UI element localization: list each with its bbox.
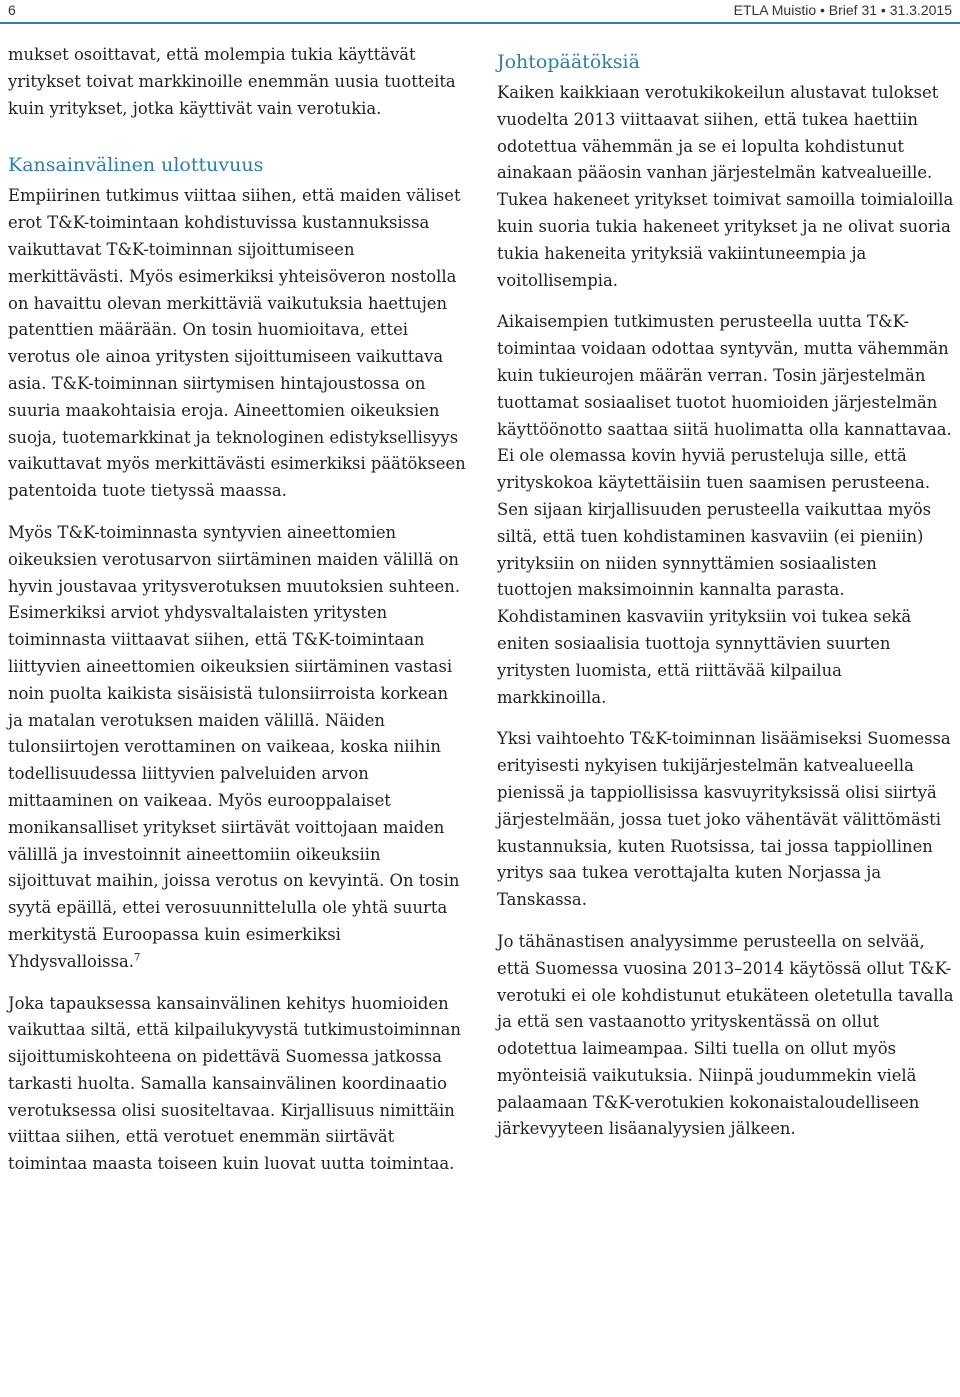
paragraph: Joka tapauksessa kansainvälinen kehitys huomioiden vaikuttaa siltä, että kilpailukyvystä tutkimustoiminnan sijoittumiskohteena on pidettävä Suomessa jatkossa tarkasti huolta. Samalla kansainvälinen koordinaatio verotuksessa olisi suositeltavaa. Kirjallisuus nimittäin viittaa siihen, että verotuet enemmän siirtävät toimintaa maasta toiseen kuin luovat uutta toimintaa. <box>8 993 461 1174</box>
intro-paragraph: mukset osoittavat, että molempia tukia käyttävät yritykset toivat markkinoille enemmän uusia tuotteita kuin yritykset, jotka käyttivät vain verotukia. <box>8 45 456 118</box>
header-rule <box>0 22 960 24</box>
footnote-marker: 7 <box>133 952 141 964</box>
publication-info: ETLA Muistio • Brief 31 • 31.3.2015 <box>733 2 952 18</box>
page-number: 6 <box>8 2 16 18</box>
right-column <box>497 42 955 1158</box>
paragraph: Empiirinen tutkimus viittaa siihen, että maiden väliset erot T&K-toimintaan kohdistuvissa kustannuksissa vaikuttavat T&K-toiminnan sijoittumiseen merkittävästi. Myös esimerkiksi yhteisöveron nostolla on havaittu olevan merkittäviä vaikutuksia haettujen patenttien määrään. On tosin huomioitava, ettei verotus ole ainoa yritysten sijoittumiseen vaikuttava asia. T&K-toiminnan siirtymisen hintajoustossa on suuria maakohtaisia eroja. Aineettomien oikeuksien suoja, tuotemarkkinat ja teknologinen edistyksellisyys vaikuttavat myös merkittävästi esimerkiksi päätökseen patentoida tuote tietyssä maassa. <box>8 186 466 501</box>
paragraph-with-footnote <box>8 520 466 976</box>
spacer <box>8 137 466 151</box>
paragraph-text: Myös T&K-toiminnasta syntyvien aineettomien oikeuksien verotusarvon siirtäminen maiden välillä on hyvin joustavaa yritysverotuksen muutoksien suhteen. Esimerkiksi arviot yhdysvaltalaisten yritysten toiminnasta viittaavat siihen, että T&K-toimintaan liittyvien aineettomien oikeuksien siirtäminen vastasi noin puolta kaikista sisäisistä tulonsiirroista korkean ja matalan verotuksen maiden välillä. Näiden tulonsiirtojen verottaminen on vaikeaa, koska niihin todellisuudessa liittyvien palveluiden arvon mittaaminen on vaikeaa. Myös eurooppalaiset monikansalliset yritykset siirtävät voittojaan maiden välillä ja investoinnit aineettomiin oikeuksiin sijoittuvat maihin, joissa verotus on kevyintä. On tosin syytä epäillä, ettei verosuunnittelulla ole yhtä suurta merkitystä Euroopassa kuin esimerkiksi Yhdysvalloissa. <box>8 522 461 971</box>
paragraph: Jo tähänastisen analyysimme perusteella on selvää, että Suomessa vuosina 2013–2014 käytössä ollut T&K-verotuki ei ole kohdistunut etukäteen oletetulla tavalla ja että sen vastaanotto yrityskentässä on ollut odotettua laimeampaa. Silti tuella on ollut myös myönteisiä vaikutuksia. Niinpä joudummekin vielä palaamaan T&K-verotukien kokonaistaloudelliseen järkevyyteen lisäanalyysien jälkeen. <box>497 931 954 1139</box>
section-heading-international: Kansainvälinen ulottuvuus <box>8 154 264 177</box>
paragraph: Aikaisempien tutkimusten perusteella uutta T&K-toimintaa voidaan odottaa syntyvän, mutta vähemmän kuin tukieurojen määrän verran. Tosin järjestelmän tuottamat sosiaaliset tuotot huomioiden järjestelmän käyttöönotto saattaa siitä huolimatta olla kannattavaa. Ei ole olemassa kovin hyviä perusteluja sille, että yrityskokoa käytettäisiin tuen saamisen perusteena. Sen sijaan kirjallisuuden perusteella vaikuttaa myös siltä, että tuen kohdistaminen kasvaviin (ei pieniin) yrityksiin on niiden synnyttämien sosiaalisten tuottojen maksimoinnin kannalta parasta. Kohdistaminen kasvaviin yrityksiin voi tukea sekä eniten sosiaalisia tuottoja synnyttävien suurten yritysten luomista, että riittävää kilpailua markkinoilla. <box>497 312 952 707</box>
paragraph: Yksi vaihtoehto T&K-toiminnan lisäämiseksi Suomessa erityisesti nykyisen tukijärjestelmän katvealueella pienissä ja tappiollisissa kasvuyrityksissä olisi siirtyä järjestelmään, jossa tuet joko vähentävät välittömästi kustannuksia, kuten Ruotsissa, tai jossa tappiollinen yritys saa tukea verottajalta kuten Norjassa ja Tanskassa. <box>497 729 951 910</box>
section-heading-conclusions: Johtopäätöksiä <box>497 51 640 73</box>
paragraph: Kaiken kaikkiaan verotukikokeilun alustavat tulokset vuodelta 2013 viittaavat siihen, että tukea haettiin odotettua vähemmän ja se ei lopulta kohdistunut ainakaan pääosin vanhan järjestelmän katvealueille. Tukea hakeneet yritykset toimivat samoilla toimialoilla kuin suoria tukia hakeneet yritykset ja ne olivat suoria tukia hakeneita yrityksiä vakiintuneempia ja voitollisempia. <box>497 83 954 290</box>
left-column <box>8 42 466 1193</box>
